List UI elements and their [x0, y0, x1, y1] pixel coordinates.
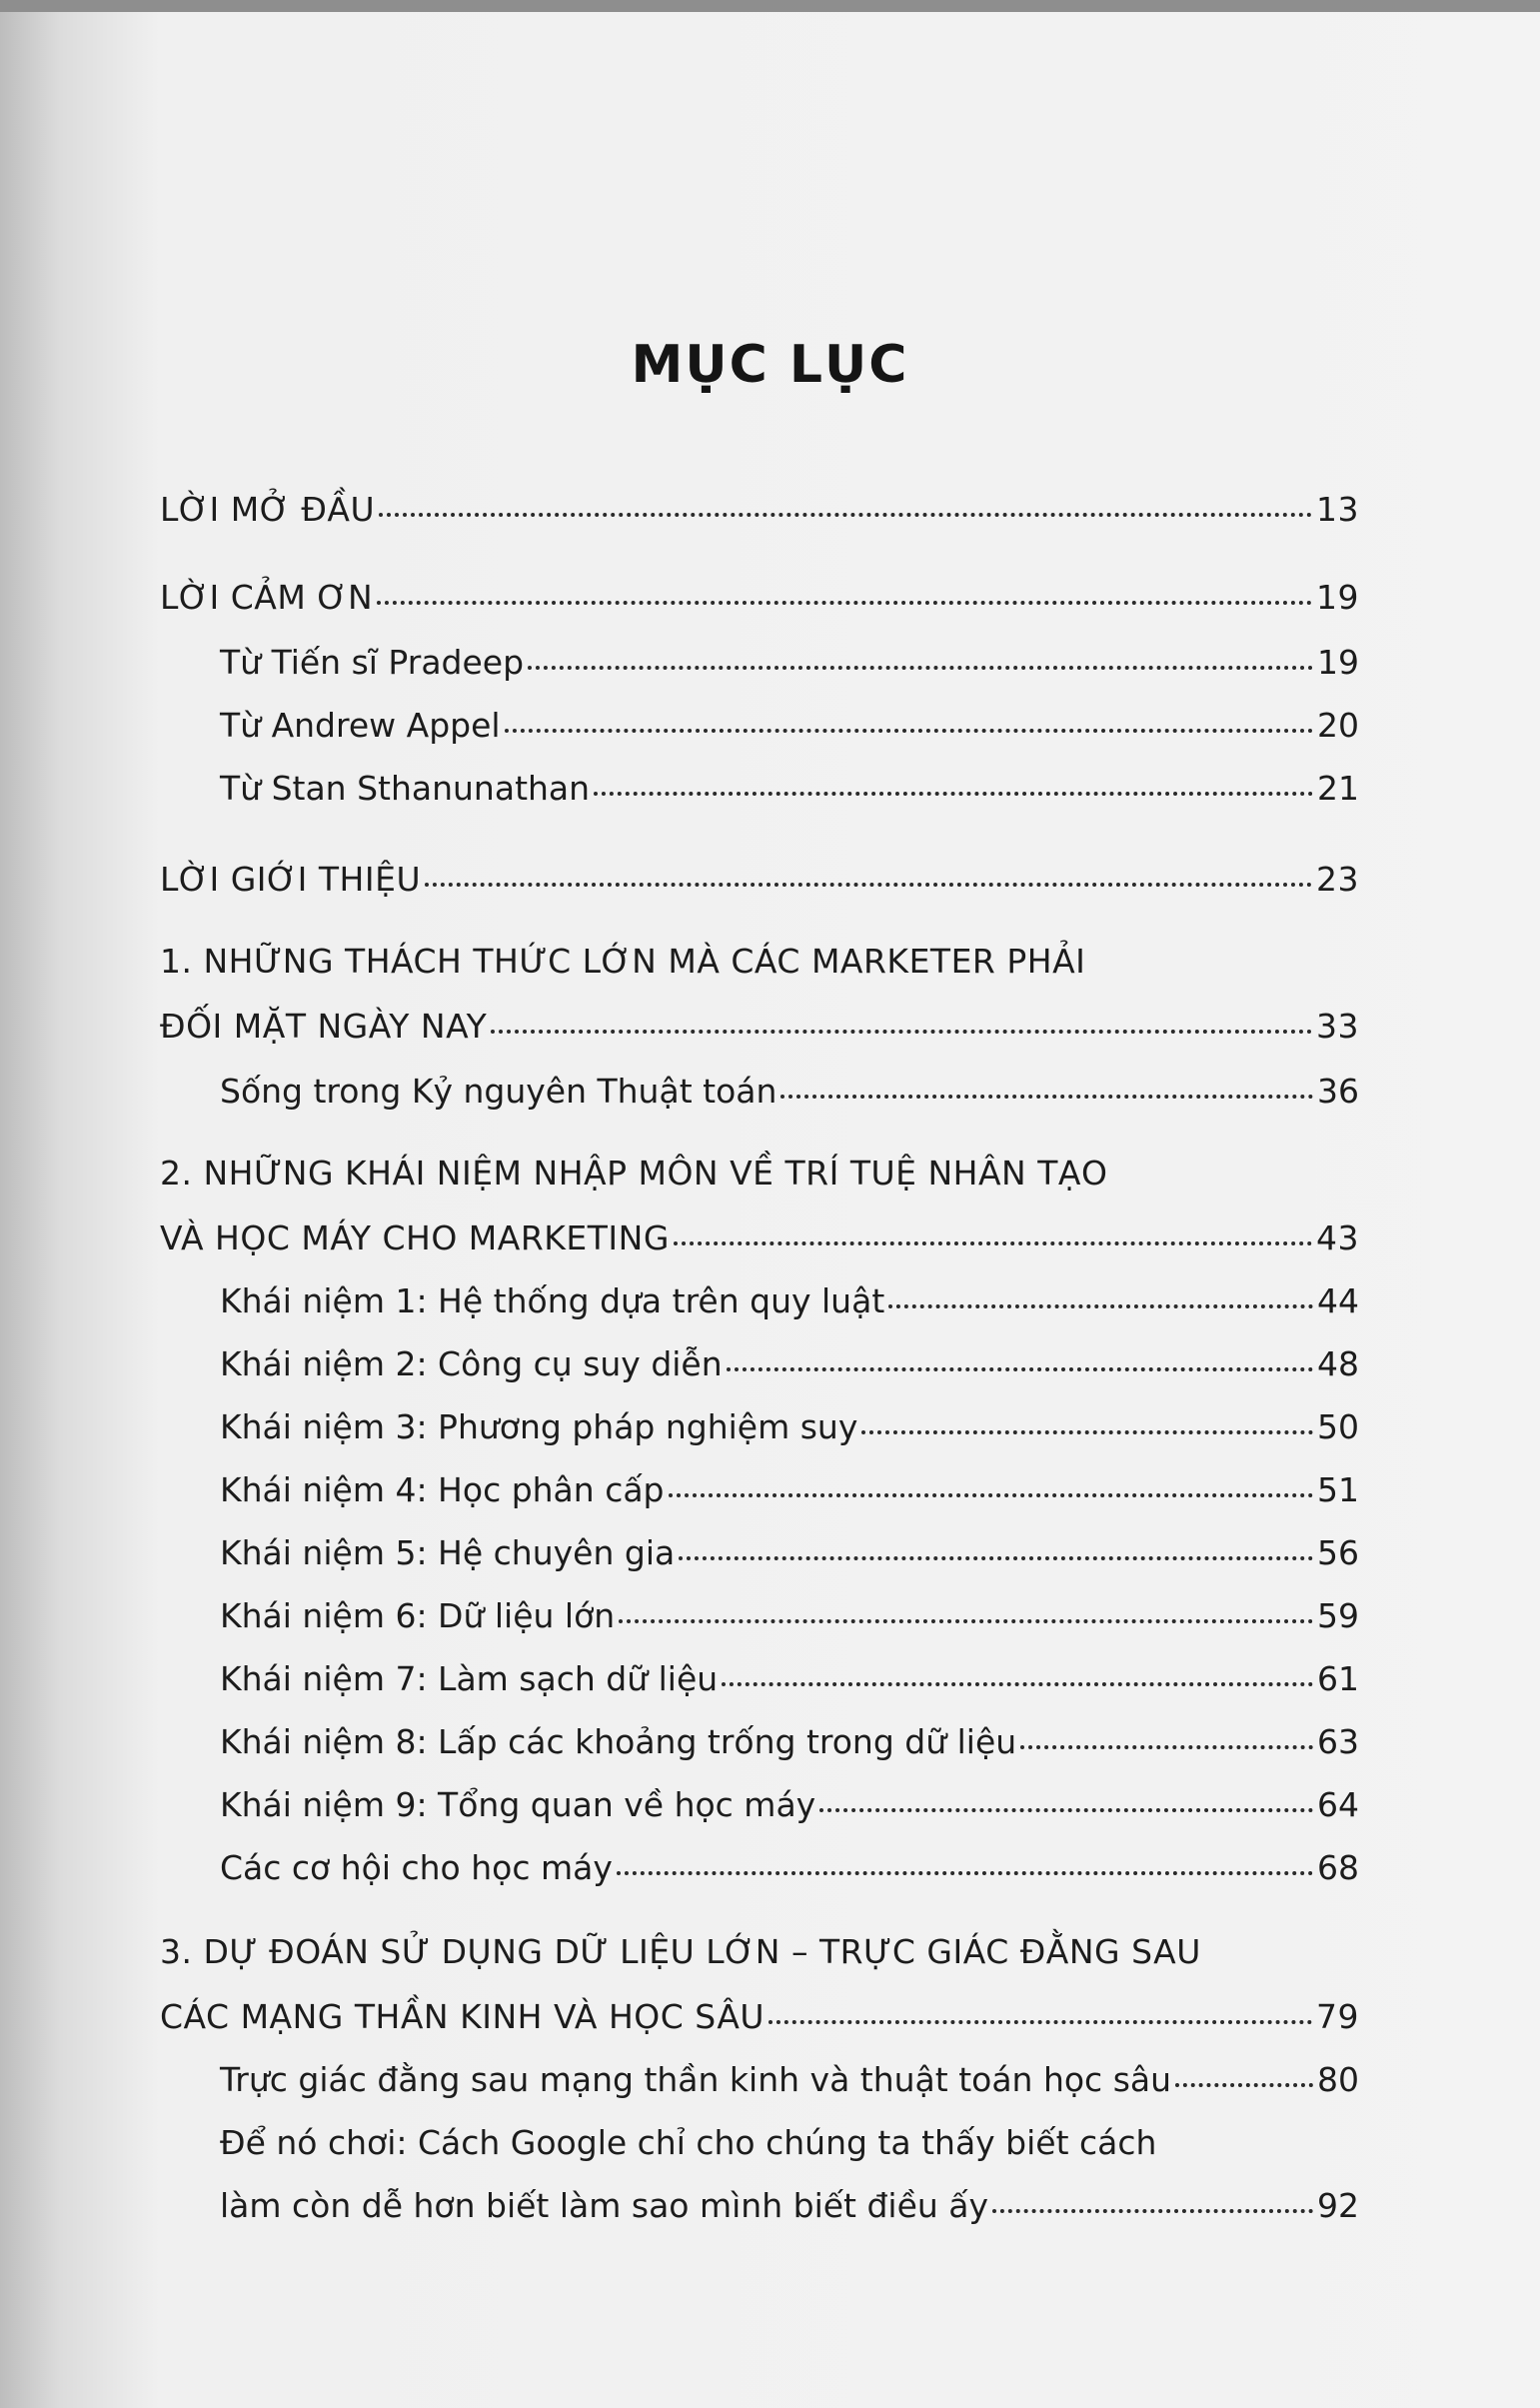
toc-entry-page: 21 [1317, 769, 1359, 808]
toc-entry-label: CÁC MẠNG THẦN KINH VÀ HỌC SÂU [160, 1997, 766, 2036]
toc-entry-label: Từ Stan Sthanunathan [220, 769, 591, 808]
toc-entry-label: Khái niệm 7: Làm sạch dữ liệu [220, 1659, 719, 1698]
toc-entry-label: Khái niệm 2: Công cụ suy diễn [220, 1344, 723, 1383]
toc-leader-dots [1020, 1739, 1313, 1749]
toc-entry-label: Sống trong Kỷ nguyên Thuật toán [220, 1072, 777, 1111]
toc-entry-label: Từ Andrew Appel [220, 706, 501, 745]
toc-entry-khai-niem-8 [220, 1722, 1359, 1762]
toc-entry-khai-niem-9 [220, 1785, 1359, 1825]
toc-leader-dots [674, 1235, 1312, 1245]
toc-entry-page: 44 [1317, 1281, 1359, 1320]
toc-entry-khai-niem-2 [220, 1344, 1359, 1384]
toc-entry-khai-niem-1 [220, 1281, 1359, 1321]
toc-entry-label: làm còn dễ hơn biết làm sao mình biết điều ấy [220, 2186, 989, 2225]
toc-entry-mang-than-kinh [220, 2060, 1359, 2100]
toc-entry-page: 59 [1317, 1596, 1359, 1635]
toc-entry-co-hoi-hoc-may [220, 1848, 1359, 1888]
toc-entry-page: 61 [1317, 1659, 1359, 1698]
toc-entry-appel [220, 706, 1359, 746]
toc-leader-dots [861, 1424, 1313, 1434]
toc-entry-page: 48 [1317, 1344, 1359, 1383]
toc-entry-chapter-3 [160, 1997, 1359, 2037]
toc-entry-page: 92 [1317, 2186, 1359, 2225]
toc-entry-label: Các cơ hội cho học máy [220, 1848, 613, 1887]
toc-entry-page: 13 [1316, 490, 1359, 529]
toc-entry-label: Khái niệm 5: Hệ chuyên gia [220, 1533, 676, 1572]
toc-entry-page: 23 [1316, 860, 1359, 899]
toc-entry-ky-nguyen-thuat-toan [220, 1072, 1359, 1112]
toc-leader-dots [1175, 2077, 1313, 2087]
toc-entry-khai-niem-6 [220, 1596, 1359, 1636]
toc-entry-label: ĐỐI MẶT NGÀY NAY [160, 1007, 488, 1046]
toc-leader-dots [679, 1550, 1313, 1560]
toc-leader-dots [379, 507, 1312, 517]
toc-google-line1: Để nó chơi: Cách Google chỉ cho chúng ta thấy biết cách [220, 2123, 1157, 2162]
toc-entry-page: 80 [1317, 2060, 1359, 2099]
toc-entry-page: 79 [1316, 1997, 1359, 2036]
toc-entry-label: Khái niệm 1: Hệ thống dựa trên quy luật [220, 1281, 885, 1320]
toc-entry-loi-cam-on [160, 578, 1359, 618]
toc-entry-label: Khái niệm 3: Phương pháp nghiệm suy [220, 1407, 858, 1446]
toc-leader-dots [769, 2014, 1312, 2024]
toc-leader-dots [727, 1361, 1313, 1371]
page-top-edge [0, 0, 1540, 12]
toc-leader-dots [594, 786, 1313, 796]
toc-entry-page: 19 [1317, 643, 1359, 682]
toc-entry-khai-niem-7 [220, 1659, 1359, 1699]
toc-leader-dots [669, 1487, 1313, 1497]
toc-leader-dots [888, 1298, 1313, 1308]
toc-entry-pradeep [220, 643, 1359, 683]
toc-leader-dots [619, 1613, 1313, 1623]
toc-leader-dots [377, 595, 1312, 605]
toc-leader-dots [425, 877, 1312, 887]
toc-entry-label: Khái niệm 4: Học phân cấp [220, 1470, 665, 1509]
toc-entry-label: Từ Tiến sĩ Pradeep [220, 643, 525, 682]
toc-entry-sthanunathan [220, 769, 1359, 809]
toc-entry-page: 56 [1317, 1533, 1359, 1572]
toc-entry-page: 20 [1317, 706, 1359, 745]
toc-entry-page: 19 [1316, 578, 1359, 617]
page-title: MỤC LỤC [631, 335, 909, 395]
toc-leader-dots [491, 1024, 1312, 1034]
toc-entry-label: LỜI MỞ ĐẦU [160, 490, 376, 529]
toc-entry-loi-gioi-thieu [160, 860, 1359, 900]
toc-leader-dots [819, 1802, 1313, 1812]
toc-entry-label: VÀ HỌC MÁY CHO MARKETING [160, 1218, 670, 1257]
toc-entry-khai-niem-4 [220, 1470, 1359, 1510]
toc-chapter-2-line1: 2. NHỮNG KHÁI NIỆM NHẬP MÔN VỀ TRÍ TUỆ NHÂN TẠO [160, 1154, 1108, 1193]
toc-entry-label: Khái niệm 9: Tổng quan về học máy [220, 1785, 816, 1824]
toc-entry-page: 51 [1317, 1470, 1359, 1509]
toc-entry-page: 43 [1316, 1218, 1359, 1257]
toc-entry-chapter-1 [160, 1007, 1359, 1047]
toc-entry-page: 36 [1317, 1072, 1359, 1111]
toc-entry-page: 50 [1317, 1407, 1359, 1446]
toc-entry-label: Khái niệm 6: Dữ liệu lớn [220, 1596, 616, 1635]
toc-leader-dots [528, 660, 1313, 670]
toc-entry-loi-mo-dau [160, 490, 1359, 530]
toc-entry-label: Trực giác đằng sau mạng thần kinh và thuật toán học sâu [220, 2060, 1172, 2099]
toc-leader-dots [505, 723, 1313, 733]
toc-entry-page: 63 [1317, 1722, 1359, 1761]
toc-entry-label: LỜI CẢM ƠN [160, 578, 374, 617]
toc-leader-dots [722, 1676, 1313, 1686]
toc-entry-label: Khái niệm 8: Lấp các khoảng trống trong dữ liệu [220, 1722, 1017, 1761]
toc-chapter-3-line1: 3. DỰ ĐOÁN SỬ DỤNG DỮ LIỆU LỚN – TRỰC GIÁC ĐẰNG SAU [160, 1932, 1201, 1971]
toc-entry-google [220, 2186, 1359, 2226]
toc-entry-page: 68 [1317, 1848, 1359, 1887]
toc-entry-chapter-2 [160, 1218, 1359, 1258]
toc-leader-dots [617, 1865, 1313, 1875]
toc-entry-page: 33 [1316, 1007, 1359, 1046]
toc-leader-dots [780, 1089, 1313, 1099]
toc-leader-dots [992, 2203, 1313, 2213]
toc-entry-khai-niem-5 [220, 1533, 1359, 1573]
toc-entry-page: 64 [1317, 1785, 1359, 1824]
toc-chapter-1-line1: 1. NHỮNG THÁCH THỨC LỚN MÀ CÁC MARKETER PHẢI [160, 942, 1086, 981]
toc-entry-khai-niem-3 [220, 1407, 1359, 1447]
toc-entry-label: LỜI GIỚI THIỆU [160, 860, 422, 899]
